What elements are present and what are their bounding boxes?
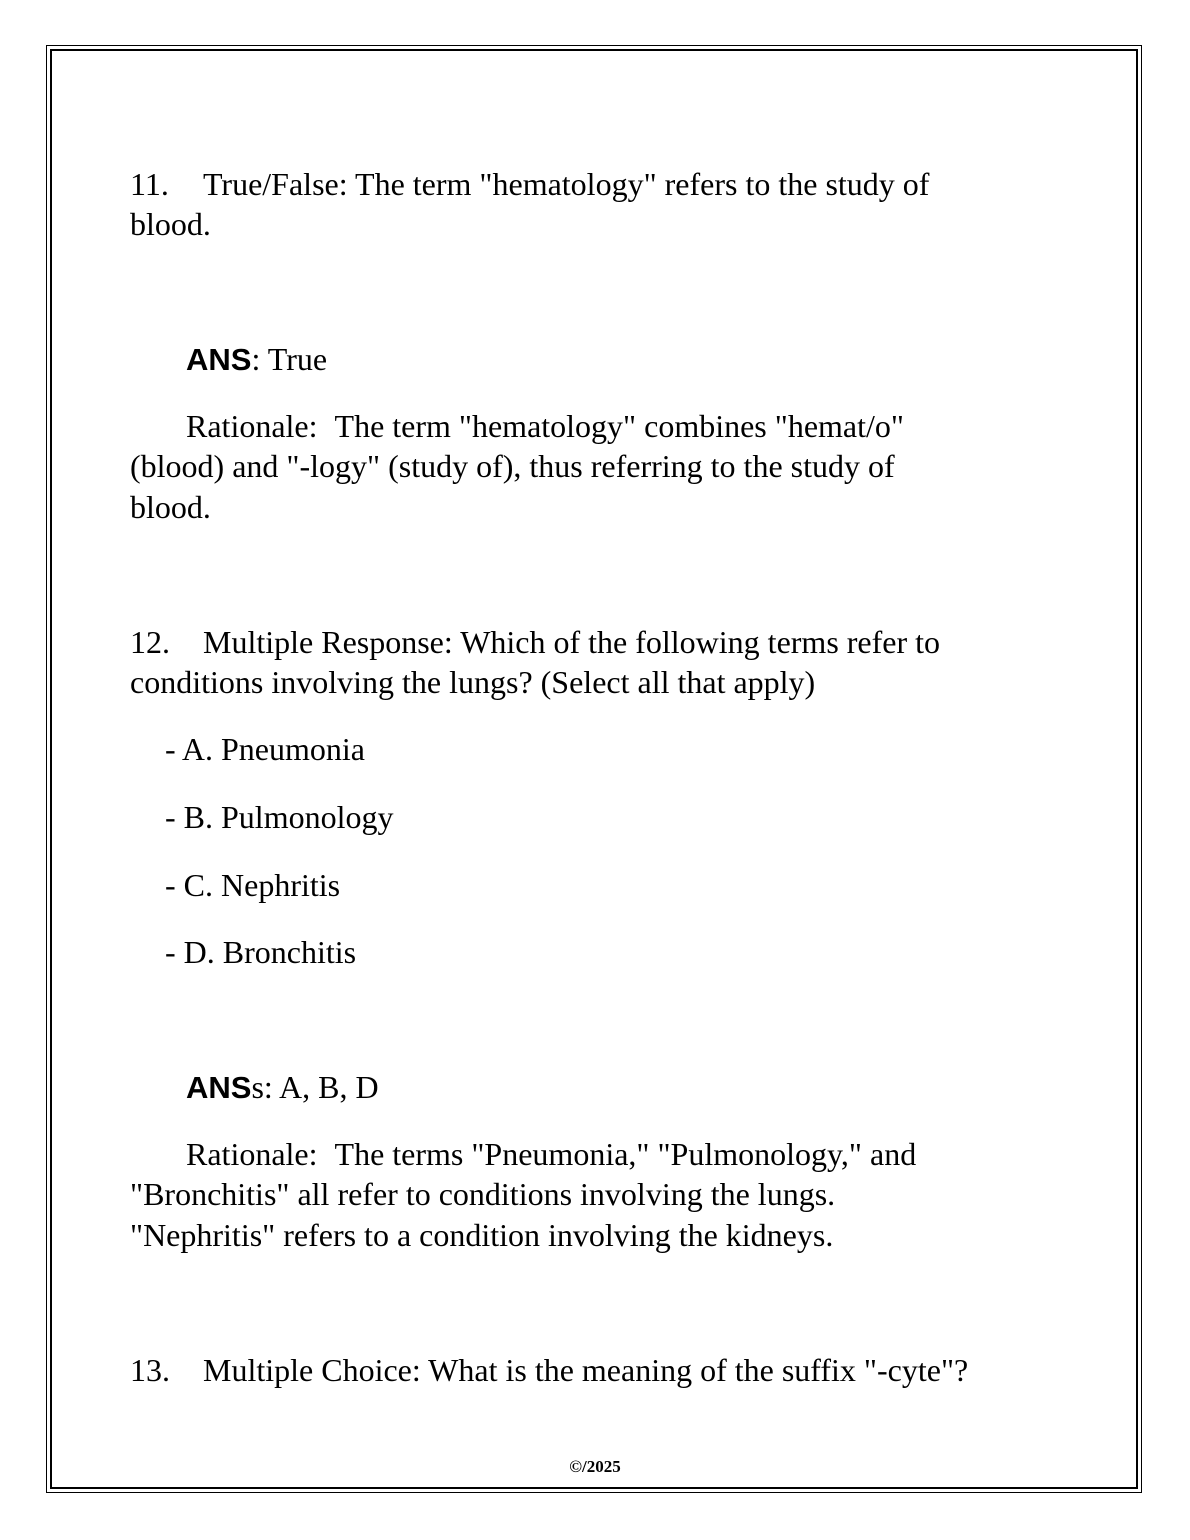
question-12-line-1 — [130, 622, 940, 662]
question-12-answer — [186, 1067, 379, 1108]
option-b: - B. Pulmonology — [165, 799, 394, 835]
question-13-text: Multiple Choice: What is the meaning of the suffix "-cyte"? — [203, 1352, 969, 1388]
question-12-rationale-line-3: "Nephritis" refers to a condition involving the kidneys. — [130, 1217, 834, 1253]
answer-label: ANS — [186, 1070, 252, 1105]
answer-value: : True — [251, 341, 328, 377]
question-11-rationale-line-3: blood. — [130, 489, 211, 525]
question-12-rationale-line-1 — [186, 1134, 916, 1174]
question-12-line-2: conditions involving the lungs? (Select all that apply) — [130, 664, 816, 700]
question-12-text: Multiple Response: Which of the following terms refer to — [203, 624, 941, 660]
option-c: - C. Nephritis — [165, 867, 341, 903]
question-11-answer — [186, 339, 327, 380]
question-13-line-1 — [130, 1350, 968, 1390]
question-13-number: 13. — [130, 1352, 170, 1388]
option-d: - D. Bronchitis — [165, 934, 357, 970]
rationale-text: The term "hematology" combines "hemat/o" — [334, 408, 904, 444]
option-a: - A. Pneumonia — [165, 731, 365, 767]
question-12-rationale-line-2: "Bronchitis" all refer to conditions involving the lungs. — [130, 1176, 836, 1212]
question-12-number: 12. — [130, 624, 170, 660]
question-11-line-1 — [130, 164, 929, 204]
question-11-line-2: blood. — [130, 206, 211, 242]
question-11-text: True/False: The term "hematology" refers to the study of — [203, 166, 930, 202]
copyright-footer: ©/2025 — [569, 1457, 621, 1476]
rationale-text: The terms "Pneumonia," "Pulmonology," and — [334, 1136, 917, 1172]
question-11-rationale-line-2: (blood) and "-logy" (study of), thus referring to the study of — [130, 448, 895, 484]
question-11-number: 11. — [130, 166, 169, 202]
answer-label: ANS — [186, 342, 252, 377]
question-11-rationale-line-1 — [186, 406, 904, 446]
page-border-inner — [50, 49, 1138, 1489]
rationale-label: Rationale: — [186, 1136, 318, 1172]
rationale-label: Rationale: — [186, 408, 318, 444]
answer-value: s: A, B, D — [251, 1069, 379, 1105]
